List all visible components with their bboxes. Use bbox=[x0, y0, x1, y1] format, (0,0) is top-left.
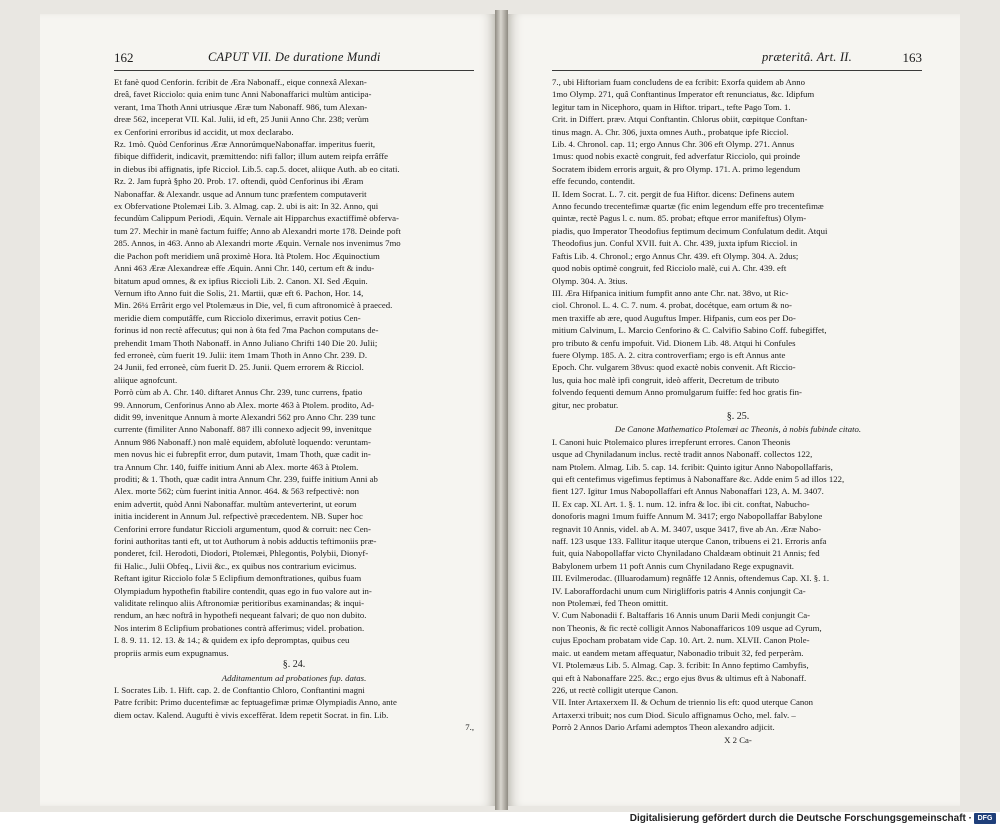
left-body-text bbox=[114, 76, 474, 734]
text-line: forinus id non rectè affecutus; qui non à 6ta fed 7ma Pachon computans de- bbox=[114, 325, 379, 336]
text-line: Anno fecundo trecentefimæ quartæ (fic enim legendum effe pro trecentefimæ bbox=[552, 201, 824, 212]
text-line: regnavit 10 Annis, videl. ab A. M. 3407, usque 3417, five ab An. Æræ Nabo- bbox=[552, 523, 822, 534]
text-line: quintæ, rectè Pagus l. c. num. 85. probat; eftque error manifeftus) Olym- bbox=[552, 213, 807, 224]
text-line: fecundùm Calippum Periodi, Æquin. Vernale ait Hipparchus exactiffimè obferva- bbox=[114, 213, 399, 224]
text-line: 99. Annorum, Cenforinus Anno ab Alex. morte 463 à Ptolem. prodito, Ad- bbox=[114, 399, 375, 410]
text-line: Annum 986 Nabonaff.) non malè equidem, abfolutè loquendo: veruntam- bbox=[114, 436, 371, 447]
text-line: fed erroneè, cùm fuerit 19. Julii: item 1mam Thoth in Anno Chr. 239. D. bbox=[114, 349, 368, 360]
text-line: tinus magn. A. Chr. 306, juxta omnes Auth., probatque ipfe Ricciol. bbox=[552, 126, 789, 137]
text-line: tum 27. Mechir in manè factum fuiffe; Anno ab Alexandri morte 178. Deinde poft bbox=[114, 225, 401, 236]
text-line: fuere Olymp. 185. A. 2. citra controverfiam; ergo is eft Annus ante bbox=[552, 349, 786, 360]
text-line: donoforis magni 1mum fuiffe Annum M. 3417; ergo Nabopollaffar Babylone bbox=[552, 511, 823, 522]
text-line: fient 127. Igitur 1mus Nabopollaffari eft Annus Nabonaffari 123, A. M. 3407. bbox=[552, 486, 824, 497]
footer-bar bbox=[0, 812, 1000, 825]
text-line: in diebus ibi affignatis, ipfe Riccioł. Lib.5. cap.5. docet, aliique Auth. ab eo citati. bbox=[114, 163, 400, 174]
text-line: dreâ, favet Ricciolo: quia enim tunc Anni Nabonaffarici multùm anticipa- bbox=[114, 89, 372, 100]
text-line: ex Cenforini erroribus id accidit, ut mox declarabo. bbox=[114, 126, 294, 137]
text-line: aliique agnofcunt. bbox=[114, 374, 178, 385]
text-line: effe fecundo, contendit. bbox=[552, 176, 635, 187]
text-line: cujus Epocham probatam vide Cap. 10. Art. 2. num. XLVII. Canon Ptole- bbox=[552, 635, 810, 646]
text-line: piadis, quo Imperator Theodofius feptimum decimum Confulatum dedit. Atqui bbox=[552, 225, 828, 236]
text-line: ponderet, fcil. Herodoti, Diodori, Ptolemæi, Phlegontis, Polybii, Dionyf- bbox=[114, 548, 369, 559]
text-line: non Theonis, & fic rectè colligit Annos Nabonaffaricos 109 usque ad Cyrum, bbox=[552, 622, 822, 633]
text-line: 226, ut rectè colligit uterque Canon. bbox=[552, 684, 679, 695]
text-line: Et fanè quod Cenforin. fcribit de Æra Nabonaff., eique connexâ Alexan- bbox=[114, 77, 367, 87]
text-line: die Pachon poft meridiem unâ proximè Hora. Ità Ptolem. Hoc Æquinoctium bbox=[114, 250, 380, 261]
text-line: gitur, nec probatur. bbox=[552, 399, 619, 410]
text-line: Cenforini errore fundatur Riccioli argumentum, quod & corruit: nec Cen- bbox=[114, 523, 371, 534]
text-line: mitium Calvinum, L. Marcio Cenforino & C. Calvifio Sabino Coff. fubegiffet, bbox=[552, 325, 827, 336]
text-line: Porrò 2 Annos Dario Arfami ademptos Theon alexandro adjicit. bbox=[552, 722, 775, 733]
text-line: 7., ubi Hiftoriam fuam concludens de ea fcribit: Exorfa quidem ab Anno bbox=[552, 77, 805, 87]
text-line: De Canone Mathematico Ptolemæi ac Theonis, à nobis fubinde citato. bbox=[614, 424, 862, 435]
right-head-rule bbox=[552, 70, 922, 71]
text-line: fibique diffiderit, indicavit, præmittendo: nifi fallor; illum autem reipfa errâffe bbox=[114, 151, 389, 162]
text-line: meridie diem computâffe, cum Ricciolo dixerimus, erravit potius Cen- bbox=[114, 312, 361, 323]
text-line: legitur tam in Nicephoro, quam in Hiftor. tripart., tefte Pago Tom. 1. bbox=[552, 101, 791, 112]
text-line: Rz. 1mò. Quòd Cenforinus Æræ AnnorúmqueNabonaffar. imperitus fuerit, bbox=[114, 139, 376, 150]
right-page-number: 163 bbox=[902, 50, 922, 65]
text-line: proditi; & 1. Thoth, quæ cadit intra Annum Chr. 239, fuiffe initium Anni ab bbox=[114, 474, 378, 484]
text-line: V. Cum Nabonadii f. Baltaffaris 16 Annis unum Darii Medi conjungit Ca- bbox=[552, 610, 811, 621]
text-line: Crit. in Differt. præv. Atqui Conftantin. Chlorus obiit, cœpitque Conftan- bbox=[552, 114, 808, 125]
text-line: III. Evilmerodac. (Illuarodamum) regnâffe 12 Annis, oftendemus Cap. XI. §. 1. bbox=[552, 573, 830, 584]
text-line: fuit, quia Nabopollaffar victo Chyniladano Chaldæam obtinuit 21 Annis; fed bbox=[552, 548, 820, 559]
text-line: ex Obfervatione Ptolemæi Lib. 3. Almag. cap. 2. ubi is ait: In 32. Anno, qui bbox=[114, 201, 379, 212]
text-line: validitate relinquo aliis Aftronomiæ peritioribus examinandas; & inqui- bbox=[114, 598, 365, 609]
right-running-head bbox=[552, 50, 922, 70]
text-line: Epoch. Chr. vulgarem 38vus: quod exactè nobis convenit. Aft Riccio- bbox=[552, 362, 796, 373]
text-line: VII. Inter Artaxerxem II. & Ochum de triennio lis eft: quod uterque Canon bbox=[552, 697, 813, 708]
text-line: lus, quia hoc malè ipfi congruit, ideò afferit, Decretum de tributo bbox=[552, 374, 780, 385]
right-running-title: præteritâ. Art. II. bbox=[761, 50, 852, 64]
text-line: 7., bbox=[465, 722, 474, 733]
text-line: Additamentum ad probationes fup. datas. bbox=[221, 672, 367, 683]
dfg-logo: DFG bbox=[974, 813, 996, 824]
funding-credit: Digitalisierung gefördert durch die Deutsche Forschungsgemeinschaft · bbox=[629, 813, 972, 824]
text-line: I. Socrates Lib. 1. Hift. cap. 2. de Conftantio Chloro, Conftantini magni bbox=[114, 684, 365, 695]
text-line: X 2 Ca- bbox=[724, 734, 752, 745]
text-line: Faftis Lib. 4. Chronol.; ergo Annus Chr. 439. eft Olymp. 304. A. 2dus; bbox=[552, 250, 799, 261]
text-line: non Ptolemæi, fed Theon omittit. bbox=[552, 598, 669, 609]
left-running-title: CAPUT VII. De duratione Mundi bbox=[208, 50, 381, 64]
text-line: Socratem ibidem erroris arguit, & pro Olymp. 171. A. primo legendum bbox=[552, 163, 801, 174]
text-line: didit 99, invenitque Annum à morte Alexandri 562 pro Anno Chr. 239 tunc bbox=[114, 411, 376, 422]
text-line: forini authoritas tanti eft, ut tot Authorum à nobis adductis teftimoniis præ- bbox=[114, 536, 377, 547]
left-head-rule bbox=[114, 70, 474, 71]
text-line: Vernum ifto Anno fuit die Solis, 21. Martii, quæ eft 6. Pachon, Hor. 14, bbox=[114, 287, 364, 298]
text-line: rendum, an hæc noftrâ in hypothefi nequeant falvari; de quo non dubito. bbox=[114, 610, 367, 621]
text-line: I. Canoni huic Ptolemaico plures irrepferunt errores. Canon Theonis bbox=[552, 436, 791, 447]
text-line: Min. 26¼ Errârit ergo vel Ptolemæus in Die, vel, fi cum aftronomicè à praeced. bbox=[114, 300, 393, 311]
text-line: qui eft à Nabonaffare 225. &c.; ergo ejus 8vus & ultimus eft à Nabonaff. bbox=[552, 672, 807, 683]
text-line: ciol. Chronol. L. 4. C. 7. num. 4. probat, docétque, eam ortum & no- bbox=[552, 300, 792, 311]
text-line: Babylonem urbem 11 poft Annis cum Chyniladano Rege expugnavit. bbox=[552, 560, 794, 571]
book-gutter bbox=[495, 10, 508, 810]
left-page-number: 162 bbox=[114, 50, 134, 65]
text-line: Reftant igitur Ricciolo folæ 5 Eclipfium demonftrationes, quibus fuam bbox=[114, 573, 362, 584]
text-line: naff. 123 usque 133. Fallitur itaque uterque Canon, tribuens ei 21. Erroris anfa bbox=[552, 536, 827, 547]
text-line: diem octav. Kalend. Augufti è vivis exceffērat. Idem repetit Socrat. in fin. Lib. bbox=[114, 709, 389, 720]
text-line: Nos interim 8 Eclipfium probationes contrà afferimus; videl. probation. bbox=[114, 622, 365, 633]
text-line: Rz. 2. Jam fuprà §pho 20. Prob. 17. oftendi, quòd Cenforinus ibi Æram bbox=[114, 176, 364, 187]
text-line: dreæ 562, inceperat VII. Kal. Julii, id eft, 25 Junii Anno Chr. 238; verùm bbox=[114, 114, 369, 125]
left-page bbox=[40, 14, 495, 806]
text-line: I. 8. 9. 11. 12. 13. & 14.; & quidem ex ipfo depromptas, quibus ceu bbox=[114, 635, 350, 646]
text-line: II. Ex cap. XI. Art. 1. §. 1. num. 12. infra & loc. ibi cit. conftat, Nabucho- bbox=[552, 498, 810, 509]
text-line: II. Idem Socrat. L. 7. cit. pergit de fua Hiftor. dicens: Definens autem bbox=[552, 188, 795, 199]
text-line: Theodofius jun. Conful XVII. fuit A. Chr. 439, juxta ipfum Ricciol. in bbox=[552, 238, 798, 249]
text-line: Lib. 4. Chronol. cap. 11; ergo Annus Chr. 306 eft Olymp. 271. Annus bbox=[552, 139, 795, 150]
text-line: §. 24. bbox=[282, 659, 306, 671]
text-line: prehendit 1mam Thoth Nabonaff. in Anno Juliano Chrifti 140 Die 20. Julii; bbox=[114, 337, 378, 348]
right-body-text bbox=[552, 76, 924, 746]
text-line: nam Ptolem. Almag. Lib. 5. cap. 14. fcribit: Quinto igitur Anno Nabopollaffaris, bbox=[552, 461, 833, 472]
text-line: pro tributo & cenfu impofuit. Vid. Dionem Lib. 48. Atqui hi Confules bbox=[552, 337, 796, 348]
text-line: men traxiffe ab ære, quod Auguftus Imper. Hifpanis, cum eos per Do- bbox=[552, 312, 796, 323]
text-line: initia inciderent in Annum Jul. refpectivè præcedentem. NB. Super hoc bbox=[114, 511, 363, 522]
text-line: 24 Junii, fed erroneè, cùm fuerit D. 25. Junii. Quem errorem & Ricciol. bbox=[114, 362, 364, 373]
text-line: 1mo Olymp. 271, quâ Conftantinus Imperator eft renunciatus, &c. Idipfum bbox=[552, 89, 815, 100]
text-line: folvendo fequenti demum Anno promulgarum fuiffe: fed hoc gratis fin- bbox=[552, 387, 802, 398]
text-line: §. 25. bbox=[726, 410, 750, 422]
text-line: Artaxerxi tribuit; nos cum Diod. Siculo affignamus Ocho, mel. falv. – bbox=[552, 709, 796, 720]
text-line: 1mus: quod nobis exactè congruit, fed adverfatur Ricciolo, qui proinde bbox=[552, 151, 801, 162]
text-line: qui eft centefimus vigefimus feptimus à Nabonaffare &c. Adde enim 5 ad illos 122, bbox=[552, 474, 845, 484]
text-line: III. Æra Hifpanica initium fumpfit anno ante Chr. nat. 38vo, ut Ric- bbox=[552, 287, 789, 298]
text-line: quod nobis optimè congruit, fed Ricciolo malè, cui A. Chr. 439. eft bbox=[552, 263, 787, 274]
text-line: usque ad Chyniladanum inclus. rectè tradit annos Nabonaff. collectos 122, bbox=[552, 449, 813, 460]
text-line: Porrò cùm ab A. Chr. 140. diftaret Annus Chr. 239, tunc currens, fpatio bbox=[114, 387, 363, 398]
text-line: tra Annum Chr. 140, fuiffe initium Anni ab Alex. morte 463 à Ptolem. bbox=[114, 461, 359, 472]
text-line: Anni 463 Æræ Alexandreæ effe Æquin. Anni Chr. 140, certum eft & indu- bbox=[114, 263, 375, 274]
text-line: propriis armis eum expugnamus. bbox=[114, 647, 229, 658]
text-line: VI. Ptolemæus Lib. 5. Almag. Cap. 3. fcribit: In Anno feptimo Cambyfis, bbox=[552, 660, 809, 671]
text-line: Olymp. 304. A. 3tius. bbox=[552, 275, 628, 286]
right-page bbox=[508, 14, 960, 806]
text-line: enim advertit, quòd Anni Nabonaffar. multùm anteverterint, ut eorum bbox=[114, 498, 357, 509]
text-line: Patre fcribit: Primo ducentefimæ ac feptuagefimæ primæ Olympiadis Anno, ante bbox=[114, 697, 397, 708]
text-line: Nabonaffar. & Alexandr. usque ad Annum tunc præfentem computaverit bbox=[114, 188, 367, 199]
text-line: currente (fimiliter Anno Nabonaff. 887 illi connexo adjecit 99, invenitque bbox=[114, 424, 372, 435]
text-line: Olympiadum hypothefin ftabilire contendit, quas ego in fuo valore aut in- bbox=[114, 585, 372, 596]
text-line: fii Halic., Julii Obfeq., Livii &c., ex quibus nos contrarium evicimus. bbox=[114, 560, 357, 571]
left-running-head bbox=[114, 50, 474, 70]
text-line: maic. ut eandem metam affequatur, Nabonadio tribuit 32, fed perperàm. bbox=[552, 647, 804, 658]
text-line: bitatum apud omnes, & ex ipfius Riccioli Lib. 2. Canon. XI. Sed Æquin. bbox=[114, 275, 368, 286]
text-line: IV. Laboraffordachi unum cum Niriglifforis patris 4 Annis conjungit Ca- bbox=[552, 585, 806, 596]
text-line: Alex. morte 562; cùm fuerint initia Annor. 464. & 563 refpectivè: non bbox=[114, 486, 359, 497]
text-line: men novus hic ei fubrepfit error, dum putavit, 1mam Thoth, quæ cadit in- bbox=[114, 449, 371, 460]
text-line: 285. Annos, in 463. Anno ab Alexandri morte Æquin. Vernale nos invenimus 7mo bbox=[114, 238, 401, 249]
text-line: verant, 1ma Thoth Anni utriusque Æræ tum Nabonaff. 986, tum Alexan- bbox=[114, 101, 368, 112]
